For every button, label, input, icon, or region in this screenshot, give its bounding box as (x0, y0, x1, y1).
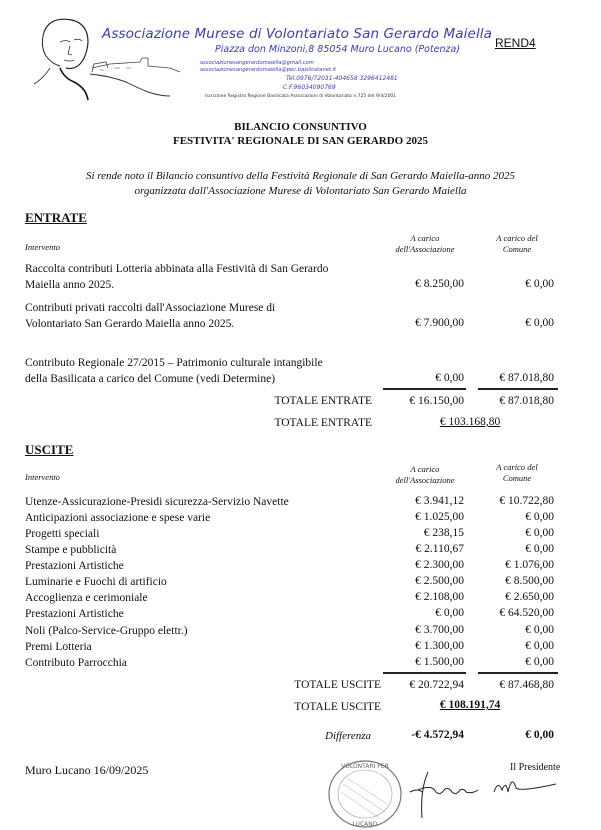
uscite-row-comune: € 64.520,00 (499, 607, 554, 619)
entrate-sum-rule-comune (478, 388, 558, 390)
uscite-row-associazione: € 2.500,00 (415, 575, 464, 587)
entrate-heading: ENTRATE (25, 210, 87, 225)
differenza-associazione: -€ 4.572,94 (411, 729, 464, 741)
entrate-total-label: TOTALE ENTRATE (274, 417, 372, 429)
uscite-subtotal-comune: € 87.468,80 (499, 679, 554, 691)
uscite-sum-rule-associazione (383, 672, 466, 674)
uscite-row-comune: € 1.076,00 (505, 559, 554, 571)
uscite-sum-rule-comune (478, 672, 558, 674)
intro-line-1: Si rende noto il Bilancio consuntivo della Festività Regionale di San Gerardo Maiella-anno 2025 (85, 170, 516, 182)
column-header-comune-line2: Comune (502, 473, 532, 483)
entrate-row-label (25, 301, 385, 332)
entrate-row-comune: € 0,00 (525, 317, 554, 329)
uscite-row-label: Noli (Palco-Service-Gruppo elettr.) (25, 625, 188, 637)
uscite-row-associazione: € 0,00 (435, 607, 464, 619)
uscite-row-associazione: € 3.941,12 (415, 495, 464, 507)
uscite-row-label: Contributo Parrocchia (25, 657, 127, 669)
uscite-row-associazione: € 238,15 (423, 527, 464, 539)
column-header-associazione (380, 233, 470, 255)
entrate-subtotal-label: TOTALE ENTRATE (274, 395, 372, 407)
differenza-label: Differenza (325, 730, 372, 742)
entrate-grand-total: € 103.168,80 (439, 416, 501, 428)
place-and-date: Muro Lucano 16/09/2025 (25, 763, 149, 777)
entrate-row-associazione: € 0,00 (435, 372, 464, 384)
column-header-associazione-line1: A carico (410, 464, 440, 474)
uscite-row-label: Stampe e pubblicità (25, 544, 117, 556)
organization-name: Associazione Murese di Volontariato San Gerardo Maiella (102, 26, 493, 42)
entrate-row-label-line2: Maiella anno 2025. (25, 278, 115, 291)
organization-pec-email[interactable]: associazionesangerardomaiella@pec.basilicatanet.it (200, 67, 337, 73)
uscite-row-comune: € 0,00 (525, 656, 554, 668)
entrate-row-label-line1: Raccolta contributi Lotteria abbinata alla Festività di San Gerardo (25, 263, 329, 275)
signature-scribble-icon (408, 770, 558, 820)
organization-registry: Iscrizione Registro Regione Basilicata Associazioni di Volontariato n.725 del 9/4/2001 (205, 94, 397, 99)
entrate-sum-rule-associazione (383, 388, 466, 390)
column-header-comune (482, 462, 552, 484)
association-stamp (325, 756, 405, 828)
uscite-row-associazione: € 1.300,00 (415, 640, 464, 652)
column-header-associazione-line2: dell'Associazione (395, 475, 455, 485)
entrate-row-label-line1: Contributo Regionale 27/2015 – Patrimonio culturale intangibile (25, 357, 323, 369)
entrate-subtotal-associazione: € 16.150,00 (409, 395, 464, 407)
column-header-associazione-line1: A carico (410, 233, 440, 243)
entrate-row-associazione: € 8.250,00 (415, 278, 464, 290)
document-title: BILANCIO CONSUNTIVO (234, 121, 367, 133)
round-stamp-icon (325, 756, 405, 828)
uscite-row-comune: € 10.722,80 (499, 495, 554, 507)
uscite-subtotal-label: TOTALE USCITE (294, 679, 381, 691)
intro-line-2: organizzata dall'Associazione Murese di Volontariato San Gerardo Maiella (134, 185, 467, 197)
entrate-row-label (25, 356, 385, 387)
organization-tax-code: C.F.96034090769 (283, 84, 336, 91)
uscite-row-associazione: € 1.500,00 (415, 656, 464, 668)
uscite-row-label: Prestazioni Artistiche (25, 608, 124, 620)
differenza-comune: € 0,00 (525, 729, 554, 741)
document-code: REND4 (495, 36, 536, 50)
uscite-row-comune: € 0,00 (525, 640, 554, 652)
organization-email[interactable]: associazionesangerardomaiella@gmail.com (200, 60, 314, 66)
entrate-row-associazione: € 7.900,00 (415, 317, 464, 329)
uscite-row-comune: € 0,00 (525, 543, 554, 555)
organization-address: Piazza don Minzoni,8 85054 Muro Lucano (Potenza) (215, 44, 461, 55)
uscite-row-label: Utenze-Assicurazione-Presidi sicurezza-Servizio Navette (25, 496, 289, 508)
entrate-row-label (25, 262, 385, 293)
entrate-row-label-line2: della Basilicata a carico del Comune (vedi Determine) (25, 372, 276, 385)
organization-phone: Tel.0976/72031-404658 3296412481 (286, 75, 398, 82)
president-label: Il Presidente (510, 762, 561, 770)
uscite-row-comune: € 0,00 (525, 511, 554, 523)
column-header-comune-line2: Comune (502, 244, 532, 254)
column-header-intervento: Intervento (25, 242, 60, 252)
svg-text:VOLONTARI PER: VOLONTARI PER (341, 763, 389, 770)
column-header-comune-line1: A carico del (496, 462, 538, 472)
uscite-row-associazione: € 1.025,00 (415, 511, 464, 523)
entrate-row-label-line1: Contributi privati raccolti dall'Associazione Murese di (25, 302, 276, 314)
uscite-grand-total: € 108.191,74 (439, 699, 501, 711)
uscite-total-label: TOTALE USCITE (294, 701, 381, 713)
document-subtitle: FESTIVITA' REGIONALE DI SAN GERARDO 2025 (173, 135, 428, 147)
entrate-subtotal-comune: € 87.018,80 (499, 395, 554, 407)
column-header-comune (482, 233, 552, 255)
uscite-row-label: Progetti speciali (25, 528, 100, 540)
uscite-row-label: Luminarie e Fuochi di artificio (25, 576, 167, 588)
uscite-row-label: Accoglienza e cerimoniale (25, 592, 148, 604)
president-signature (408, 770, 558, 820)
entrate-row-label-line2: Volontariato San Gerardo Maiella anno 2025. (25, 317, 235, 330)
uscite-row-associazione: € 2.110,67 (415, 543, 464, 555)
uscite-row-comune: € 0,00 (525, 527, 554, 539)
uscite-row-label: Premi Lotteria (25, 641, 92, 653)
entrate-row-comune: € 87.018,80 (499, 372, 554, 384)
column-header-associazione-line2: dell'Associazione (395, 244, 455, 254)
entrate-row-comune: € 0,00 (525, 278, 554, 290)
uscite-row-associazione: € 2.108,00 (415, 591, 464, 603)
svg-text:LUCANO: LUCANO (352, 821, 378, 828)
column-header-intervento: Intervento (25, 472, 60, 482)
uscite-subtotal-associazione: € 20.722,94 (409, 679, 464, 691)
uscite-row-label: Prestazioni Artistiche (25, 560, 124, 572)
uscite-row-associazione: € 3.700,00 (415, 624, 464, 636)
uscite-row-label: Anticipazioni associazione e spese varie (25, 512, 211, 524)
uscite-row-comune: € 0,00 (525, 624, 554, 636)
uscite-heading: USCITE (25, 442, 74, 457)
uscite-row-associazione: € 2.300,00 (415, 559, 464, 571)
column-header-comune-line1: A carico del (496, 233, 538, 243)
column-header-associazione (380, 464, 470, 486)
uscite-row-comune: € 2.650,00 (505, 591, 554, 603)
uscite-row-comune: € 8.500,00 (505, 575, 554, 587)
